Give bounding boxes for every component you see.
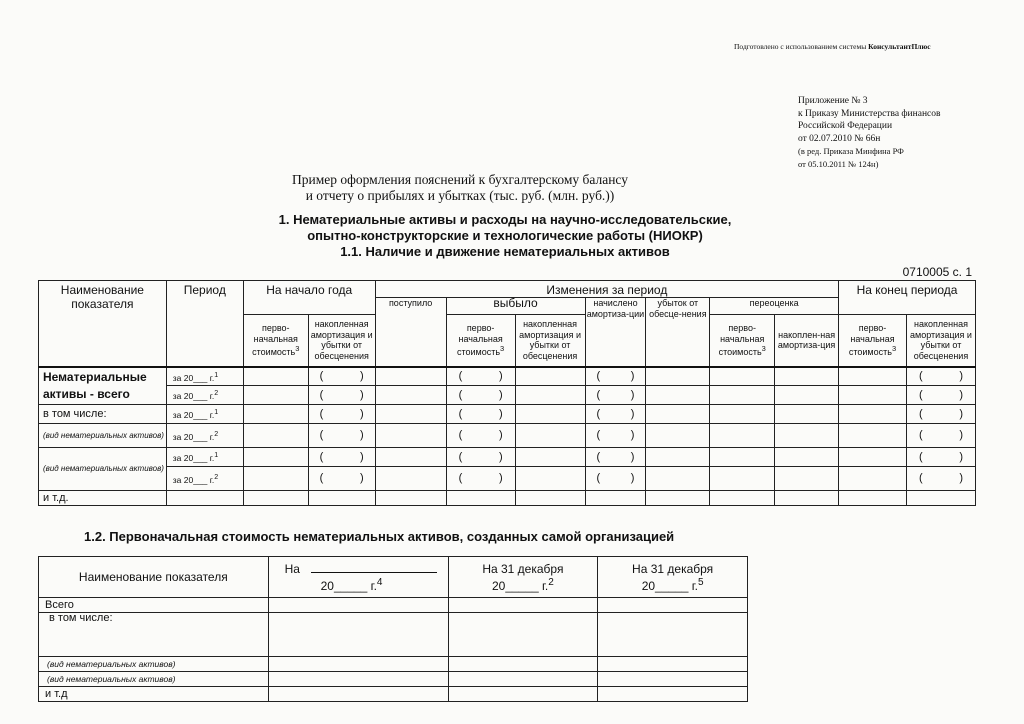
period-suffix: г. <box>209 372 215 383</box>
paren-open: ( <box>596 472 601 485</box>
footnote-sup: 3 <box>500 344 505 353</box>
appendix-block <box>798 95 940 170</box>
sub-accum-amort-reval: накоплен-ная амортиза-ция <box>775 315 839 367</box>
appendix-line: Приложение № 3 <box>798 96 868 106</box>
period-suffix: г. <box>209 431 215 442</box>
paren-cell[interactable] <box>585 405 646 424</box>
data-cell[interactable] <box>375 467 446 491</box>
row-label-asset-type: (вид нематериальных активов) <box>39 448 167 491</box>
period-cell: за 20___ г.$^2$ <box>166 424 243 448</box>
col-revaluation-header: переоценка <box>710 298 839 315</box>
section-1-heading <box>190 212 820 260</box>
data-cell[interactable] <box>515 405 585 424</box>
period-cell: за 20___ г.$^1$ <box>166 448 243 467</box>
sub-initial-cost <box>446 315 515 367</box>
paren-cell[interactable] <box>308 386 375 405</box>
t2-col-dec1-label: На 31 декабря <box>482 561 564 576</box>
appendix-line: к Приказу Министерства финансов <box>798 108 941 119</box>
section-12-heading: 1.2. Первоначальная стоимость нематериальных активов, созданных самой организацией <box>84 529 675 544</box>
data-cell[interactable] <box>598 672 748 687</box>
paren-open: ( <box>458 407 463 420</box>
paren-cell[interactable] <box>308 424 375 448</box>
paren-close: ) <box>498 472 503 485</box>
data-cell[interactable] <box>775 491 839 506</box>
paren-open: ( <box>319 429 324 442</box>
t2-col-dec2-label: На 31 декабря <box>632 561 714 576</box>
paren-open: ( <box>596 429 601 442</box>
data-cell[interactable] <box>710 467 775 491</box>
initial-cost-table <box>38 556 748 702</box>
sub-initial-cost <box>839 315 907 367</box>
t2-col-dec2-header: На 31 декабря 20_____ г.$^5$ <box>598 557 748 598</box>
col-name-header: Наименование показателя <box>39 281 167 367</box>
table-row <box>39 386 976 405</box>
paren-open: ( <box>319 472 324 485</box>
data-cell[interactable] <box>448 613 598 657</box>
data-cell[interactable] <box>243 367 308 386</box>
document-title <box>250 172 670 204</box>
data-cell[interactable] <box>775 405 839 424</box>
paren-close: ) <box>498 407 503 420</box>
paren-open: ( <box>319 450 324 463</box>
data-cell[interactable] <box>710 424 775 448</box>
paren-close: ) <box>959 370 963 382</box>
paren-close: ) <box>360 407 364 420</box>
paren-open: ( <box>918 429 923 442</box>
t2-row-etc: и т.д <box>39 687 269 702</box>
t2-year-suffix: г. <box>370 578 377 593</box>
paren-close: ) <box>630 388 635 401</box>
data-cell[interactable] <box>775 367 839 386</box>
data-cell[interactable] <box>839 467 907 491</box>
data-cell[interactable] <box>646 386 710 405</box>
sub-initial-label: перво-начальная стоимость <box>456 323 503 357</box>
data-cell[interactable] <box>243 467 308 491</box>
footnote-sup: 1 <box>214 370 219 379</box>
data-cell[interactable] <box>646 367 710 386</box>
table-row <box>39 424 976 448</box>
col-disposed-header: выбыло <box>446 298 585 315</box>
data-cell[interactable] <box>243 491 308 506</box>
paren-close: ) <box>360 429 364 442</box>
sub-accum-amort: накопленная амортизация и убытки от обесценения <box>515 315 585 367</box>
period-cell: за 20___ г.$^1$ <box>166 405 243 424</box>
data-cell[interactable] <box>375 367 446 386</box>
data-cell[interactable] <box>646 448 710 467</box>
paren-open: ( <box>458 450 463 463</box>
paren-cell[interactable] <box>446 448 515 467</box>
paren-open: ( <box>918 370 923 382</box>
data-cell[interactable] <box>515 386 585 405</box>
paren-close: ) <box>959 472 963 485</box>
paren-close: ) <box>498 388 503 401</box>
data-cell[interactable] <box>585 491 646 506</box>
data-cell[interactable] <box>375 491 446 506</box>
data-cell[interactable] <box>710 386 775 405</box>
t2-row-asset-type: (вид нематериальных активов) <box>39 672 269 687</box>
table-row <box>39 405 976 424</box>
row-label-total: Нематериальные активы - всего <box>39 367 167 405</box>
section-line: опытно-конструкторские и технологические работы (НИОКР) <box>307 228 703 243</box>
paren-cell[interactable] <box>308 448 375 467</box>
paren-cell[interactable] <box>308 405 375 424</box>
data-cell[interactable] <box>646 467 710 491</box>
data-cell[interactable] <box>515 448 585 467</box>
source-note-text: Подготовлено с использованием системы <box>734 42 867 51</box>
data-cell[interactable] <box>598 687 748 702</box>
paren-cell[interactable] <box>446 405 515 424</box>
paren-close: ) <box>360 450 364 463</box>
paren-cell[interactable] <box>906 405 975 424</box>
paren-cell[interactable] <box>906 386 975 405</box>
data-cell[interactable] <box>775 448 839 467</box>
data-cell[interactable] <box>375 424 446 448</box>
paren-cell[interactable] <box>446 467 515 491</box>
paren-close: ) <box>630 429 635 442</box>
paren-cell[interactable] <box>906 467 975 491</box>
data-cell[interactable] <box>308 491 375 506</box>
footnote-sup: 2 <box>214 472 219 481</box>
paren-close: ) <box>959 388 963 401</box>
sub-initial-label: перво-начальная стоимость <box>848 323 895 357</box>
t2-col-on-label: На <box>284 561 300 576</box>
period-suffix: г. <box>209 474 215 485</box>
data-cell[interactable] <box>375 405 446 424</box>
data-cell[interactable] <box>515 367 585 386</box>
paren-open: ( <box>458 388 463 401</box>
data-cell[interactable] <box>775 386 839 405</box>
col-loss-header: убыток от обесце-нения <box>646 298 710 367</box>
t2-year-suffix: г. <box>542 578 549 593</box>
data-cell[interactable] <box>598 613 748 657</box>
paren-cell[interactable] <box>585 467 646 491</box>
paren-cell[interactable] <box>446 386 515 405</box>
paren-open: ( <box>458 472 463 485</box>
title-line: и отчету о прибылях и убытках (тыс. руб. (млн. руб.)) <box>305 188 615 203</box>
period-cell: за 20___ г.$^2$ <box>166 467 243 491</box>
footnote-sup: 2 <box>214 429 219 438</box>
data-cell[interactable] <box>515 491 585 506</box>
period-prefix: за 20 <box>172 391 194 402</box>
paren-close: ) <box>360 370 364 382</box>
data-cell[interactable] <box>375 448 446 467</box>
data-cell[interactable] <box>268 657 448 672</box>
data-cell[interactable] <box>839 424 907 448</box>
paren-open: ( <box>596 407 601 420</box>
t2-year-suffix: г. <box>691 578 698 593</box>
paren-close: ) <box>630 450 635 463</box>
paren-open: ( <box>319 388 324 401</box>
data-cell[interactable] <box>598 598 748 613</box>
footnote-sup: 4 <box>376 576 383 588</box>
data-cell[interactable] <box>839 386 907 405</box>
data-cell[interactable] <box>906 491 975 506</box>
period-cell <box>166 491 243 506</box>
paren-close: ) <box>498 450 503 463</box>
data-cell[interactable] <box>448 687 598 702</box>
data-cell[interactable] <box>710 367 775 386</box>
data-cell[interactable] <box>839 491 907 506</box>
period-prefix: за 20 <box>172 431 194 442</box>
data-cell[interactable] <box>268 598 448 613</box>
paren-cell[interactable] <box>585 367 646 386</box>
data-cell[interactable] <box>243 405 308 424</box>
table-row <box>39 467 976 491</box>
period-prefix: за 20 <box>172 372 194 383</box>
sub-accum-amort: накопленная амортизация и убытки от обесценения <box>906 315 975 367</box>
data-cell[interactable] <box>598 657 748 672</box>
sub-accum-amort: накопленная амортизация и убытки от обесценения <box>308 315 375 367</box>
data-cell[interactable] <box>448 672 598 687</box>
sub-initial-cost <box>243 315 308 367</box>
sub-initial-label: перво-начальная стоимость <box>252 323 298 357</box>
table-row <box>39 367 976 386</box>
col-changes-header: Изменения за период <box>375 281 838 298</box>
row-label-including: в том числе: <box>39 405 167 424</box>
t2-col-name-header: Наименование показателя <box>39 557 269 598</box>
period-prefix: за 20 <box>172 453 194 464</box>
data-cell[interactable] <box>775 467 839 491</box>
data-cell[interactable] <box>268 613 448 657</box>
paren-open: ( <box>319 370 324 382</box>
paren-open: ( <box>596 388 601 401</box>
paren-open: ( <box>319 407 324 420</box>
data-cell[interactable] <box>839 405 907 424</box>
data-cell[interactable] <box>710 448 775 467</box>
appendix-line: от 05.10.2011 № 124н) <box>798 158 879 169</box>
data-cell[interactable] <box>839 448 907 467</box>
t2-col-on-year: 20 <box>320 578 334 593</box>
paren-open: ( <box>918 472 923 485</box>
footnote-sup: 3 <box>891 344 897 353</box>
paren-cell[interactable] <box>446 424 515 448</box>
footnote-sup: 2 <box>548 576 554 588</box>
data-cell[interactable] <box>775 424 839 448</box>
sub-initial-label: перво-начальная стоимость <box>718 323 765 357</box>
data-cell[interactable] <box>268 687 448 702</box>
col-amort-header: начислено амортиза-ции <box>585 298 646 367</box>
paren-open: ( <box>918 388 923 401</box>
paren-close: ) <box>630 407 635 420</box>
table-row <box>39 657 748 672</box>
data-cell[interactable] <box>710 491 775 506</box>
t2-col-dec1-year: 20 <box>491 578 506 593</box>
col-received-header: поступило <box>375 298 446 367</box>
appendix-line: Российской Федерации <box>798 121 893 131</box>
paren-open: ( <box>918 407 923 420</box>
t2-row-including: в том числе: <box>39 613 269 657</box>
data-cell[interactable] <box>243 424 308 448</box>
paren-cell[interactable] <box>446 367 515 386</box>
t2-row-total: Всего <box>39 598 269 613</box>
paren-cell[interactable] <box>308 367 375 386</box>
t2-col-on-header: На 20_____ г.$^4$ <box>268 557 448 598</box>
period-cell: за 20___ г.$^2$ <box>166 386 243 405</box>
paren-close: ) <box>630 370 635 382</box>
data-cell[interactable] <box>646 491 710 506</box>
data-cell[interactable] <box>646 424 710 448</box>
source-system-name: КонсультантПлюс <box>868 42 931 51</box>
period-suffix: г. <box>209 391 215 402</box>
period-cell: за 20___ г.$^1$ <box>166 367 243 386</box>
period-suffix: г. <box>209 453 215 464</box>
paren-open: ( <box>596 370 601 382</box>
data-cell[interactable] <box>646 405 710 424</box>
intangible-assets-table <box>38 280 976 506</box>
footnote-sup: 5 <box>698 576 704 588</box>
paren-open: ( <box>918 450 923 463</box>
footnote-sup: 2 <box>214 389 219 398</box>
source-note <box>734 42 931 51</box>
paren-close: ) <box>498 429 503 442</box>
data-cell[interactable] <box>446 491 515 506</box>
paren-close: ) <box>959 429 963 442</box>
paren-cell[interactable] <box>906 448 975 467</box>
col-start-header: На начало года <box>243 281 375 315</box>
data-cell[interactable] <box>243 386 308 405</box>
paren-open: ( <box>458 429 463 442</box>
data-cell[interactable] <box>515 467 585 491</box>
period-prefix: за 20 <box>172 474 194 485</box>
period-suffix: г. <box>209 410 215 421</box>
paren-close: ) <box>959 407 963 420</box>
data-cell[interactable] <box>839 367 907 386</box>
footnote-sup: 3 <box>295 344 300 353</box>
paren-open: ( <box>596 450 601 463</box>
title-line: Пример оформления пояснений к бухгалтерскому балансу <box>291 172 628 187</box>
table-row <box>39 687 748 702</box>
t2-row-asset-type: (вид нематериальных активов) <box>39 657 269 672</box>
paren-cell[interactable] <box>585 424 646 448</box>
data-cell[interactable] <box>268 672 448 687</box>
table-row <box>39 491 976 506</box>
data-cell[interactable] <box>710 405 775 424</box>
appendix-line: от 02.07.2010 № 66н <box>798 133 881 144</box>
footnote-sup: 1 <box>214 408 219 417</box>
section-line: 1.1. Наличие и движение нематериальных активов <box>340 244 670 259</box>
data-cell[interactable] <box>375 386 446 405</box>
table-row <box>39 613 748 657</box>
table-row <box>39 672 748 687</box>
paren-close: ) <box>959 450 963 463</box>
section-line: 1. Нематериальные активы и расходы на научно-исследовательские, <box>278 212 732 227</box>
table-row <box>39 598 748 613</box>
form-code: 0710005 с. 1 <box>902 265 972 279</box>
row-label-asset-type: (вид нематериальных активов) <box>39 424 167 448</box>
data-cell[interactable] <box>448 657 598 672</box>
t2-col-dec1-header: На 31 декабря 20_____ г.$^2$ <box>448 557 598 598</box>
paren-cell[interactable] <box>906 367 975 386</box>
paren-cell[interactable] <box>585 386 646 405</box>
period-prefix: за 20 <box>172 410 194 421</box>
paren-cell[interactable] <box>585 448 646 467</box>
paren-cell[interactable] <box>308 467 375 491</box>
col-period-header: Период <box>166 281 243 367</box>
table-row <box>39 448 976 467</box>
col-end-header: На конец периода <box>839 281 976 315</box>
data-cell[interactable] <box>515 424 585 448</box>
paren-close: ) <box>360 388 364 401</box>
footnote-sup: 1 <box>214 451 219 460</box>
sub-initial-cost <box>710 315 775 367</box>
paren-close: ) <box>360 472 364 485</box>
paren-close: ) <box>498 370 503 382</box>
paren-cell[interactable] <box>906 424 975 448</box>
appendix-line: (в ред. Приказа Минфина РФ <box>798 146 904 156</box>
data-cell[interactable] <box>243 448 308 467</box>
paren-open: ( <box>458 370 463 382</box>
t2-col-dec2-year: 20 <box>641 578 656 593</box>
row-label-etc: и т.д. <box>39 491 167 506</box>
data-cell[interactable] <box>448 598 598 613</box>
paren-close: ) <box>630 472 635 485</box>
footnote-sup: 3 <box>761 344 766 353</box>
